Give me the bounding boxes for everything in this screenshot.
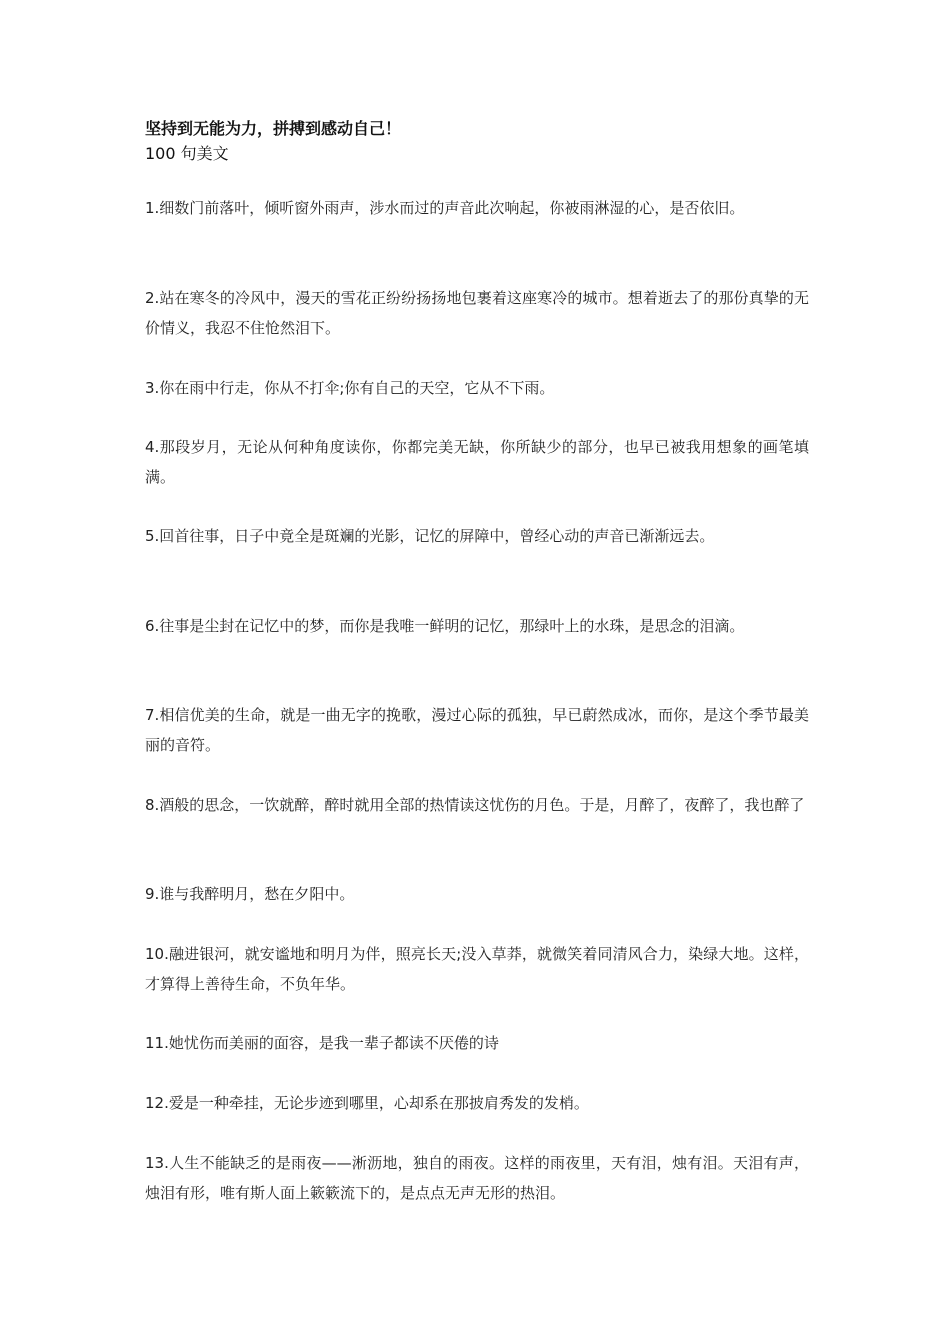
quote-1: 1.细数门前落叶，倾听窗外雨声，涉水而过的声音此次响起，你被雨淋湿的心，是否依旧。 xyxy=(145,199,745,217)
quote-2: 2.站在寒冬的冷风中，漫天的雪花正纷纷扬扬地包裹着这座寒冷的城市。想着逝去了的那份真挚的无价情义，我忍不住怆然泪下。 xyxy=(145,289,809,337)
document-subtitle: 100 句美文 xyxy=(145,144,229,163)
quote-9: 9.谁与我醉明月，愁在夕阳中。 xyxy=(145,885,355,903)
quote-4: 4.那段岁月，无论从何种角度读你，你都完美无缺，你所缺少的部分，也早已被我用想象的画笔填满。 xyxy=(145,438,809,486)
quote-10: 10.融进银河，就安谧地和明月为伴，照亮长天;没入草莽，就微笑着同清风合力，染绿大地。这样，才算得上善待生命，不负年华。 xyxy=(145,945,809,993)
quote-3: 3.你在雨中行走，你从不打伞;你有自己的天空，它从不下雨。 xyxy=(145,379,555,397)
quote-6: 6.往事是尘封在记忆中的梦，而你是我唯一鲜明的记忆，那绿叶上的水珠，是思念的泪滴。 xyxy=(145,617,745,635)
quote-12: 12.爱是一种牵挂，无论步迹到哪里，心却系在那披肩秀发的发梢。 xyxy=(145,1094,589,1112)
document-title: 坚持到无能为力，拼搏到感动自己！ xyxy=(145,119,402,138)
quote-5: 5.回首往事，日子中竟全是斑斓的光影，记忆的屏障中，曾经心动的声音已渐渐远去。 xyxy=(145,527,715,545)
quote-7: 7.相信优美的生命，就是一曲无字的挽歌，漫过心际的孤独，早已蔚然成冰，而你，是这个季节最美丽的音符。 xyxy=(145,706,809,754)
quote-11: 11.她忧伤而美丽的面容，是我一辈子都读不厌倦的诗 xyxy=(145,1034,499,1052)
quote-13: 13.人生不能缺乏的是雨夜——淅沥地，独自的雨夜。这样的雨夜里，天有泪，烛有泪。天泪有声，烛泪有形，唯有斯人面上簌簌流下的，是点点无声无形的热泪。 xyxy=(145,1154,809,1202)
quote-8: 8.酒般的思念，一饮就醉，醉时就用全部的热情读这忧伤的月色。于是，月醉了，夜醉了，我也醉了 xyxy=(145,796,805,814)
